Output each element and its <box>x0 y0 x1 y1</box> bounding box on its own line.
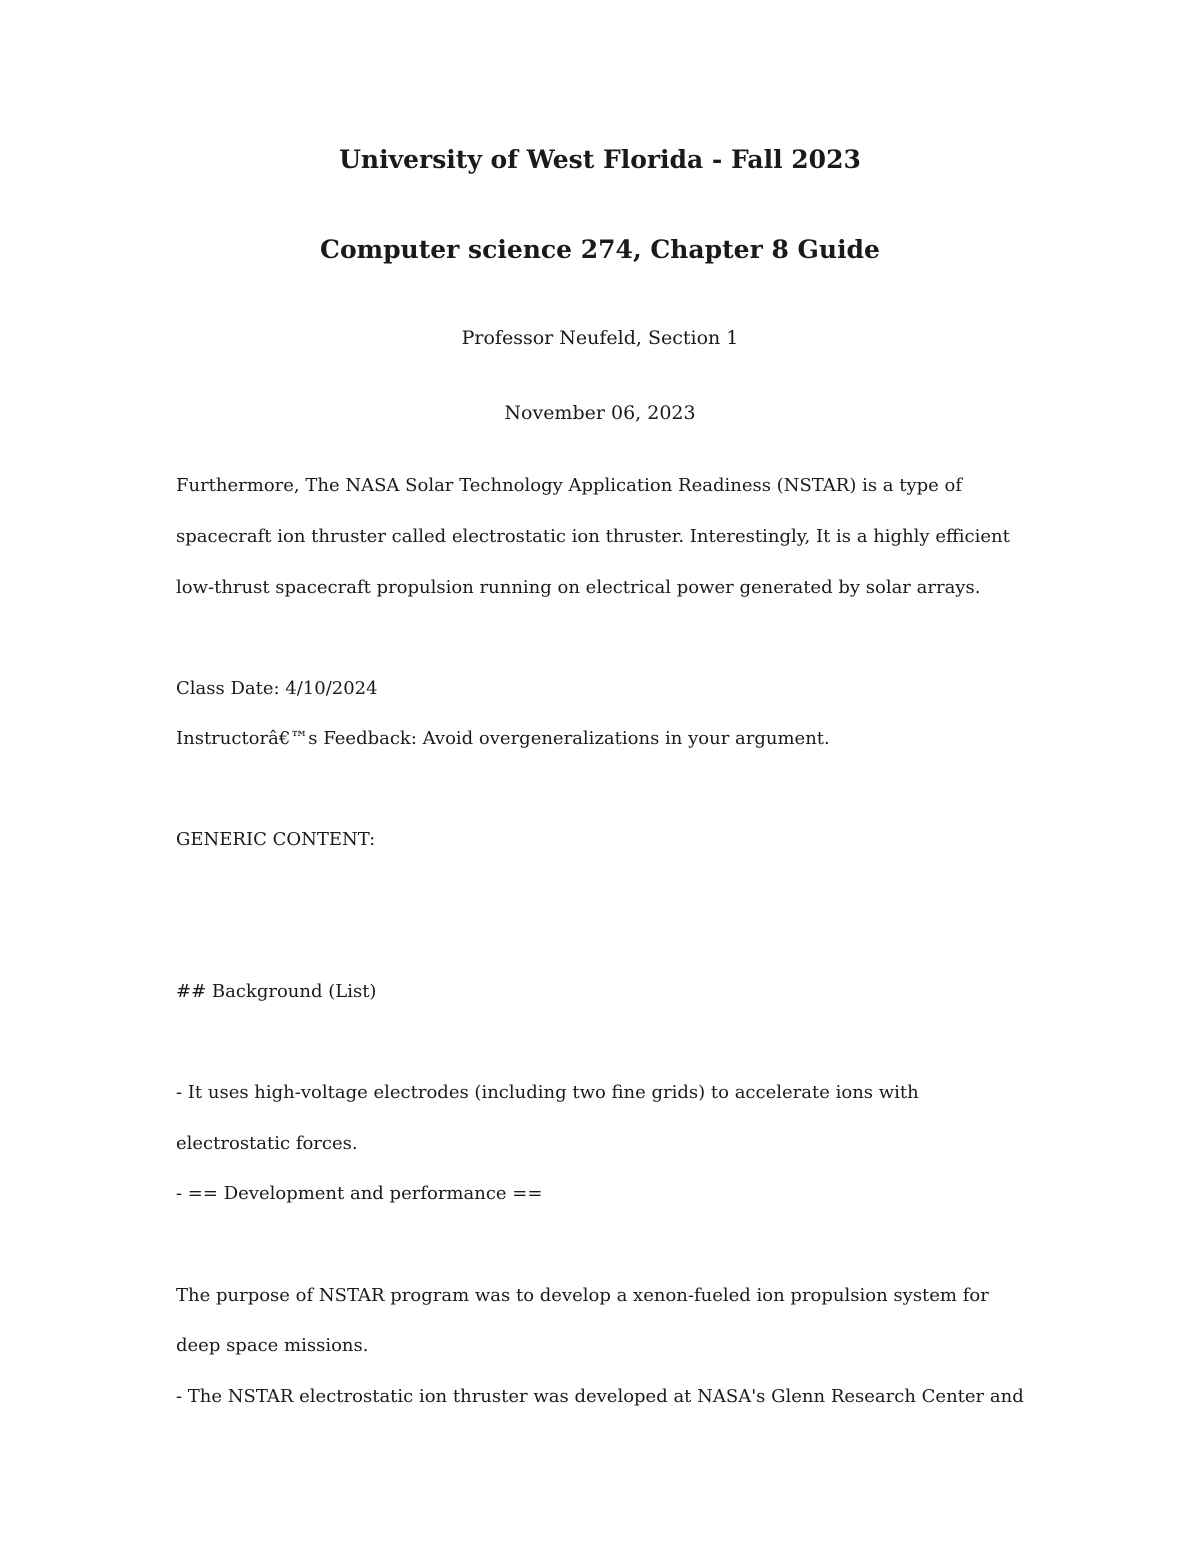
purpose-line: The purpose of NSTAR program was to develop a xenon-fueled ion propulsion system for <box>176 1285 989 1306</box>
background-heading: ## Background (List) <box>176 981 377 1002</box>
generic-content-label: GENERIC CONTENT: <box>176 829 376 850</box>
class-date: Class Date: 4/10/2024 <box>176 678 378 699</box>
course-title: Computer science 274, Chapter 8 Guide <box>320 235 880 264</box>
intro-line: low-thrust spacecraft propulsion running on electrical power generated by solar arrays. <box>176 577 981 598</box>
intro-line: spacecraft ion thruster called electrostatic ion thruster. Interestingly, It is a highly efficient <box>176 526 1010 547</box>
professor-line: Professor Neufeld, Section 1 <box>461 327 739 349</box>
nstar-development-line: - The NSTAR electrostatic ion thruster was developed at NASA's Glenn Research Center and <box>176 1386 1024 1407</box>
development-heading: - == Development and performance == <box>176 1183 543 1204</box>
bullet-line: electrostatic forces. <box>176 1133 358 1154</box>
bullet-line: - It uses high-voltage electrodes (including two fine grids) to accelerate ions with <box>176 1082 919 1103</box>
intro-line: Furthermore, The NASA Solar Technology Application Readiness (NSTAR) is a type of <box>176 475 963 496</box>
purpose-line: deep space missions. <box>176 1335 369 1356</box>
document-date: November 06, 2023 <box>504 402 696 424</box>
university-heading: University of West Florida - Fall 2023 <box>339 145 861 174</box>
instructor-feedback: Instructorâ€™s Feedback: Avoid overgeneralizations in your argument. <box>176 728 830 749</box>
